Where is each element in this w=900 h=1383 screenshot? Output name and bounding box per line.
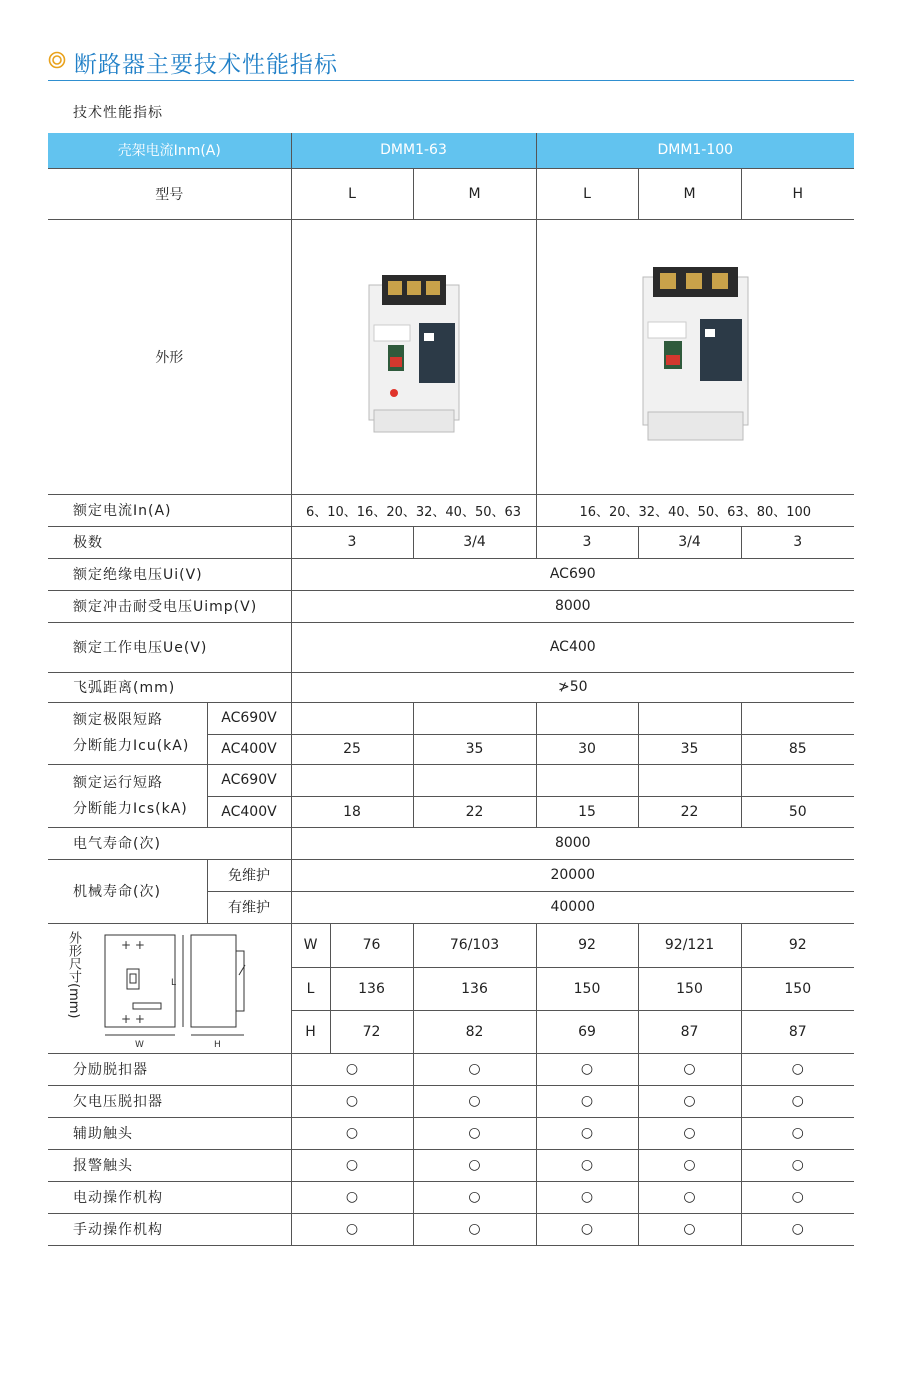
working-voltage-value: AC400 [291, 622, 854, 672]
accessory-row [48, 1213, 854, 1245]
dim-cell: 76 [362, 937, 381, 953]
model-label: 型号 [48, 168, 291, 219]
accessory-mark: ○ [638, 1117, 741, 1149]
dim-cell: 136 [358, 980, 385, 997]
poles-label: 极数 [48, 526, 291, 558]
icu-row-690 [48, 702, 854, 734]
dim-l-values [291, 967, 413, 1010]
ics-label [48, 764, 207, 827]
dim-cell: 136 [413, 967, 536, 1010]
model-cell: L [291, 168, 413, 219]
poles-cell: 3 [536, 526, 638, 558]
icu-690-cell [413, 702, 536, 734]
ics-400-cell: 22 [638, 796, 741, 827]
dim-cell: 82 [413, 1010, 536, 1053]
ics-690-cell [741, 764, 854, 796]
ics-label-line2: 分断能力Ics(kA) [73, 800, 188, 817]
accessory-label: 欠电压脱扣器 [48, 1085, 291, 1117]
model-cell: M [413, 168, 536, 219]
accessory-mark: ○ [413, 1213, 536, 1245]
accessory-mark: ○ [741, 1053, 854, 1085]
breaker-dmm1-63-image [364, 275, 464, 435]
dim-cell: 150 [741, 967, 854, 1010]
accessory-label: 手动操作机构 [48, 1213, 291, 1245]
dim-cell: 87 [638, 1010, 741, 1053]
ics-690-cell [413, 764, 536, 796]
mechanical-life-row-1 [48, 859, 854, 891]
ics-690-cell [536, 764, 638, 796]
model-row [48, 168, 854, 219]
accessory-mark: ○ [536, 1213, 638, 1245]
dim-cell: 69 [536, 1010, 638, 1053]
no-maintenance-label: 免维护 [207, 859, 291, 891]
accessory-label: 辅助触头 [48, 1117, 291, 1149]
arc-distance-row [48, 672, 854, 702]
table-caption: 技术性能指标 [73, 105, 163, 121]
ics-400-label: AC400V [207, 796, 291, 827]
appearance-label: 外形 [48, 219, 291, 494]
dim-cell: 72 [362, 1023, 381, 1040]
accessory-mark: ○ [413, 1149, 536, 1181]
ics-400-cell: 50 [741, 796, 854, 827]
maintenance-value: 40000 [291, 891, 854, 923]
dim-cell: 150 [536, 967, 638, 1010]
impulse-voltage-label: 额定冲击耐受电压Uimp(V) [48, 590, 291, 622]
dim-row-label: H [292, 1011, 331, 1053]
target-circle-icon [48, 51, 66, 69]
ics-690-cell [638, 764, 741, 796]
accessory-row [48, 1117, 854, 1149]
dim-w-values [291, 923, 413, 967]
breaker-dmm1-100-image [638, 267, 753, 442]
dimensions-label: 外形尺寸(mm) [66, 931, 81, 1019]
dimensions-row-w [48, 923, 854, 967]
accessory-row [48, 1053, 854, 1085]
accessory-mark: ○ [291, 1213, 413, 1245]
icu-400-cell: 35 [413, 734, 536, 764]
accessory-mark: ○ [291, 1053, 413, 1085]
electrical-life-row [48, 827, 854, 859]
svg-text:+ +: + + [121, 938, 145, 952]
accessory-mark: ○ [741, 1181, 854, 1213]
accessory-row [48, 1149, 854, 1181]
dmm1-100-header: DMM1-100 [536, 133, 854, 168]
page-title: 断路器主要技术性能指标 [74, 52, 338, 78]
accessory-mark: ○ [741, 1085, 854, 1117]
accessory-mark: ○ [638, 1053, 741, 1085]
icu-label-line1: 额定极限短路 [73, 712, 163, 728]
dim-cell: 150 [638, 967, 741, 1010]
accessory-row [48, 1085, 854, 1117]
rated-current-dmm63: 6、10、16、20、32、40、50、63 [291, 494, 536, 526]
insulation-voltage-value: AC690 [291, 558, 854, 590]
accessory-mark: ○ [741, 1117, 854, 1149]
accessory-mark: ○ [413, 1181, 536, 1213]
icu-400-label: AC400V [207, 734, 291, 764]
dim-cell: 92 [536, 923, 638, 967]
dim-cell: 92 [741, 923, 854, 967]
ics-400-cell: 18 [291, 796, 413, 827]
insulation-voltage-label: 额定绝缘电压Ui(V) [48, 558, 291, 590]
appearance-row [48, 219, 854, 494]
poles-cell: 3/4 [638, 526, 741, 558]
dmm1-63-photo-cell [291, 219, 536, 494]
svg-text:+ +: + + [121, 1012, 145, 1026]
dim-cell: 87 [741, 1010, 854, 1053]
dim-row-label: L [292, 968, 331, 1010]
icu-400-cell: 30 [536, 734, 638, 764]
mechanical-life-label: 机械寿命(次) [48, 859, 207, 923]
arc-distance-value: ≯50 [291, 672, 854, 702]
accessory-mark: ○ [536, 1117, 638, 1149]
accessory-mark: ○ [638, 1085, 741, 1117]
working-voltage-row [48, 622, 854, 672]
rated-current-dmm100: 16、20、32、40、50、63、80、100 [536, 494, 854, 526]
dim-cell: 92/121 [638, 923, 741, 967]
maintenance-label: 有维护 [207, 891, 291, 923]
dimension-diagram [81, 925, 291, 1051]
icu-400-cell: 35 [638, 734, 741, 764]
accessory-mark: ○ [291, 1085, 413, 1117]
poles-row [48, 526, 854, 558]
poles-cell: 3 [291, 526, 413, 558]
no-maintenance-value: 20000 [291, 859, 854, 891]
accessory-mark: ○ [638, 1181, 741, 1213]
dimension-l-label: L [171, 978, 177, 988]
accessory-mark: ○ [741, 1149, 854, 1181]
icu-label [48, 702, 207, 764]
electrical-life-label: 电气寿命(次) [48, 827, 291, 859]
icu-label-line2: 分断能力Icu(kA) [73, 738, 190, 754]
rated-current-label: 额定电流In(A) [48, 494, 291, 526]
ics-690-label: AC690V [207, 764, 291, 796]
rated-current-row [48, 494, 854, 526]
dimension-w-label: W [135, 1040, 144, 1050]
ics-label-line1: 额定运行短路 [73, 774, 163, 791]
ics-400-cell: 15 [536, 796, 638, 827]
dmm1-100-photo-cell [536, 219, 854, 494]
icu-690-cell [741, 702, 854, 734]
icu-690-cell [291, 702, 413, 734]
frame-current-header: 壳架电流Inm(A) [48, 133, 291, 168]
icu-690-cell [536, 702, 638, 734]
accessory-mark: ○ [413, 1053, 536, 1085]
model-cell: H [741, 168, 854, 219]
dimension-diagram-cell [48, 923, 291, 1053]
dim-h-values [291, 1010, 413, 1053]
arc-distance-label: 飞弧距离(mm) [48, 672, 291, 702]
poles-cell: 3 [741, 526, 854, 558]
dmm1-63-header: DMM1-63 [291, 133, 536, 168]
accessory-label: 报警触头 [48, 1149, 291, 1181]
accessory-mark: ○ [638, 1213, 741, 1245]
accessory-mark: ○ [413, 1117, 536, 1149]
accessory-mark: ○ [536, 1149, 638, 1181]
accessory-mark: ○ [536, 1053, 638, 1085]
accessory-label: 分励脱扣器 [48, 1053, 291, 1085]
page-title-bar [48, 46, 854, 81]
ics-row-690 [48, 764, 854, 796]
accessory-mark: ○ [413, 1085, 536, 1117]
model-cell: M [638, 168, 741, 219]
dimension-h-label: H [214, 1040, 221, 1050]
electrical-life-value: 8000 [291, 827, 854, 859]
accessory-row [48, 1181, 854, 1213]
icu-400-cell: 25 [291, 734, 413, 764]
accessory-mark: ○ [741, 1213, 854, 1245]
icu-690-label: AC690V [207, 702, 291, 734]
dim-cell: 76/103 [413, 923, 536, 967]
poles-cell: 3/4 [413, 526, 536, 558]
accessory-mark: ○ [638, 1149, 741, 1181]
impulse-voltage-value: 8000 [291, 590, 854, 622]
insulation-voltage-row [48, 558, 854, 590]
dim-row-label: W [292, 924, 331, 967]
model-cell: L [536, 168, 638, 219]
icu-690-cell [638, 702, 741, 734]
ics-400-cell: 22 [413, 796, 536, 827]
accessory-mark: ○ [291, 1117, 413, 1149]
accessory-mark: ○ [536, 1085, 638, 1117]
icu-400-cell: 85 [741, 734, 854, 764]
ics-690-cell [291, 764, 413, 796]
impulse-voltage-row [48, 590, 854, 622]
accessory-mark: ○ [291, 1181, 413, 1213]
header-row [48, 133, 854, 168]
accessory-mark: ○ [291, 1149, 413, 1181]
accessory-mark: ○ [536, 1181, 638, 1213]
accessory-label: 电动操作机构 [48, 1181, 291, 1213]
working-voltage-label: 额定工作电压Ue(V) [48, 622, 291, 672]
spec-table [48, 133, 854, 1246]
